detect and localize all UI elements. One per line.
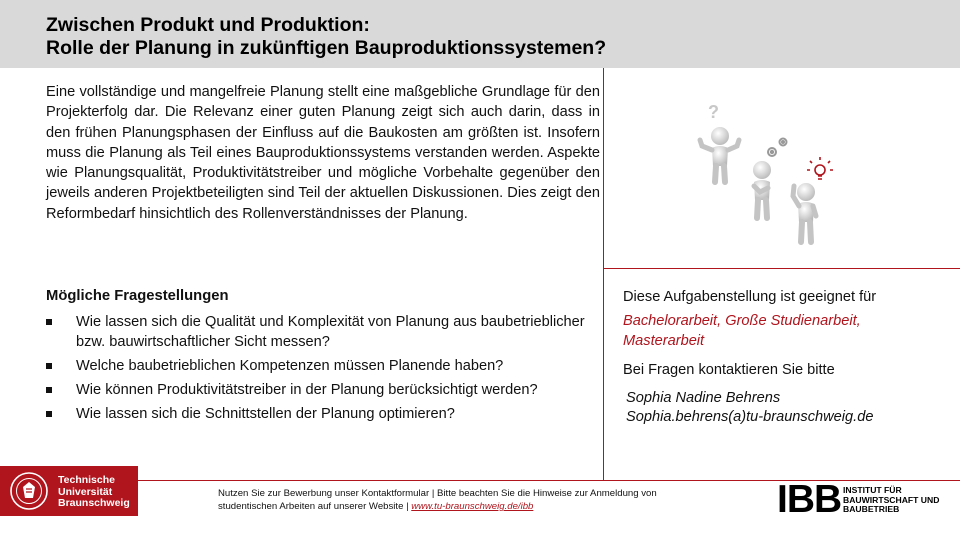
bullet-icon: [46, 387, 52, 393]
page-title: [46, 14, 606, 60]
bullet-icon: [46, 363, 52, 369]
suitable-label: Diese Aufgabenstellung ist geeignet für: [623, 289, 877, 305]
list-item: [46, 357, 606, 377]
list-item: [46, 313, 606, 352]
footer-note: [218, 487, 738, 513]
ibb-wordmark: IBB: [777, 478, 842, 521]
header-bar: [0, 0, 960, 68]
ibb-institute-name: [843, 486, 939, 515]
website-link[interactable]: www.tu-braunschweig.de/ibb: [411, 501, 534, 512]
university-name-line3: Braunschweig: [58, 497, 130, 509]
footer-note-text: studentischen Arbeiten auf unserer Website |: [218, 501, 412, 512]
question-mark-icon: ?: [708, 102, 719, 122]
thinking-figures-illustration: [690, 96, 870, 256]
footer-note-line2: [218, 500, 738, 513]
university-name: [58, 475, 130, 510]
ibb-logo: [777, 478, 947, 521]
gears-icon: [768, 139, 787, 157]
university-seal-icon: [9, 471, 49, 511]
suitable-value: Bachelorarbeit, Große Studienarbeit, Masterarbeit: [623, 313, 861, 349]
list-item: [46, 405, 606, 425]
footer-note-line1: Nutzen Sie zur Bewerbung unser Kontaktformular | Bitte beachten Sie die Hinweise zur Anmeldung von: [218, 488, 657, 499]
figure-middle: [753, 161, 771, 218]
ibb-line3: BAUBETRIEB: [843, 504, 900, 515]
contact-email: Sophia.behrens(a)tu-braunschweig.de: [626, 409, 874, 425]
question-text: Wie können Produktivitätstreiber in der Planung berücksichtigt werden?: [76, 381, 538, 398]
bullet-icon: [46, 411, 52, 417]
figure-right: [793, 183, 816, 242]
ibb-line1: INSTITUT FÜR: [843, 485, 902, 495]
contact-name: Sophia Nadine Behrens: [626, 390, 781, 406]
bullet-icon: [46, 319, 52, 325]
tu-braunschweig-logo: [0, 466, 138, 516]
right-divider: [603, 268, 960, 269]
university-name-line1: Technische: [58, 474, 115, 486]
questions-list: [46, 313, 606, 429]
page-title-line1: Zwischen Produkt und Produktion:: [46, 14, 370, 36]
lightbulb-icon: [807, 157, 833, 179]
question-text: Wie lassen sich die Qualität und Komplexität von Planung aus baubetrieblicher bzw. bauwirtschaftlicher Sicht messen?: [76, 314, 585, 350]
question-text: Welche baubetrieblichen Kompetenzen müssen Planende haben?: [76, 357, 504, 374]
contact-label: Bei Fragen kontaktieren Sie bitte: [623, 362, 835, 378]
intro-paragraph: Eine vollständige und mangelfreie Planung stellt eine maßgebliche Grundlage für den Projekterfolg dar. Die Relevanz einer guten Planung zeigt sich auch darin, dass in den frühen Planungsphasen der Einfluss auf die Baukosten am größten ist. Insofern muss die Planung als Teil eines Bauproduktionssystems verstanden werden. Aspekte wie Planungsqualität, Produktivitätstreiber und mögliche Vorbehalte gegenüber den jeweils anderen Projektbeteiligten sind Teil der aktuellen Diskussionen. Dies zeigt den Reformbedarf hinsichtlich des Rollenverständnisses der Planung.: [46, 84, 600, 222]
figure-left: [700, 127, 739, 182]
page-title-line2: Rolle der Planung in zukünftigen Bauproduktionssystemen?: [46, 37, 607, 59]
list-item: [46, 381, 606, 401]
question-text: Wie lassen sich die Schnittstellen der Planung optimieren?: [76, 405, 455, 422]
questions-title: Mögliche Fragestellungen: [46, 288, 229, 304]
university-name-line2: Universität: [58, 485, 113, 498]
ibb-line2: BAUWIRTSCHAFT UND: [843, 494, 940, 505]
